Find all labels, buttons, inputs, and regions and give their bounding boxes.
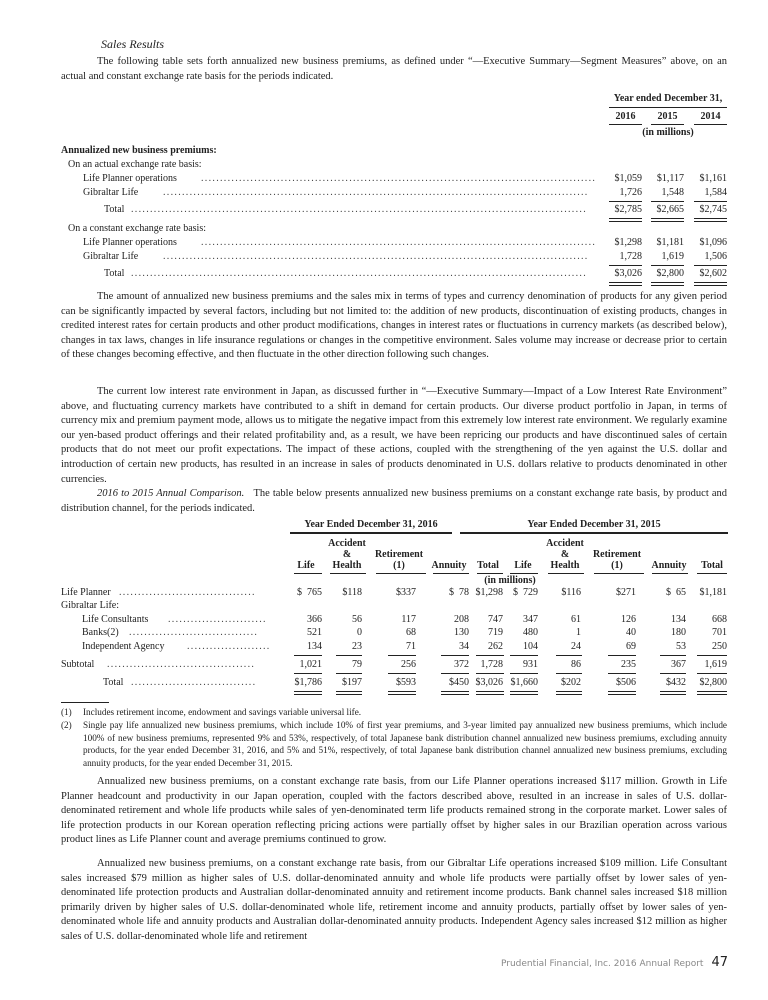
- t1-heading: Annualized new business premiums:: [61, 145, 217, 156]
- t2-col-ah: Accident & Health: [328, 538, 366, 571]
- t2-group-2015: Year Ended December 31, 2015: [527, 519, 661, 530]
- t1-actual-label: On an actual exchange rate basis:: [68, 159, 202, 170]
- footnote-1: (1) Includes retirement income, endowment and savings variable universal life.: [61, 707, 362, 717]
- table-row: Banks(2) .................................. 521 0 68 130 719 480 1 40 180 701: [82, 627, 727, 638]
- t2-col-annuity-2015: Annuity: [651, 560, 687, 571]
- footnote-2: (2) Single pay life annualized new business premiums, which include 10% of first year premiums, and 3-year limited pay annualized new business premiums, which include 100% of new business premiums, represented 9% and 53%, respectively, of total Japanese bank distribution channel annualized new business premiums, excluding annuity products, for the year ended December 31, 2016, and 5% and 51%, respectively, of total Japanese bank distribution channel annualized new business premiums, excluding annuity products, for the year ended December 31, 2015.: [61, 720, 727, 768]
- paragraph-annual-comparison: 2016 to 2015 Annual Comparison. The table below presents annualized new business premiums on a constant exchange rate basis, by product and distribution channel, for the periods indicated.: [61, 488, 728, 514]
- table-row: Gibraltar Life ................................................................................................................ 1,728 1,619 1,506: [83, 251, 727, 262]
- t2-col-life: Life: [297, 560, 315, 571]
- paragraph-life-planner: Annualized new business premiums, on a constant exchange rate basis, from our Life Planner operations increased $117 million. Growth in Life Planner headcount and productivity in our Japan operation, coupled with the factors described above, resulted in an increase in sales of U.S. dollar-denominated retirement and whole life products while sales of yen-denominated term life products remained strong in the corporate market. Lower sales of life protection products in our Korean operation reflecting pricing actions were partially offset by higher sales in our Brazilian operation across various product lines as Life Planner count and average premiums continued to grow.: [61, 776, 727, 846]
- page-footer: [501, 955, 728, 970]
- t1-units: (in millions): [642, 127, 694, 138]
- footer-text: Prudential Financial, Inc. 2016 Annual Report: [501, 959, 704, 969]
- t2-col-retirement: Retirement (1): [374, 549, 424, 571]
- t2-col-retirement-2015: Retirement (1): [592, 549, 642, 571]
- paragraph-sales-factors: The amount of annualized new business premiums and the sales mix in terms of types and currency denomination of products for any given period can be significantly impacted by several factors, including but not limited to: the addition of new products, discontinuation of existing products, changes in credited interest rates for certain products and other product modifications, changes in interest rates or fluctuations in currency markets (as described below), changes in tax laws, changes in life insurance regulations or changes in the competitive environment. Sales volume may increase or decrease prior to certain of these changes becoming effective, and then fluctuate in the other direction following such changes.: [61, 291, 727, 361]
- table-row: Life Planner operations ........................................................................................................ $1,059 $1,117 $1,161: [83, 173, 727, 184]
- section-title: Sales Results: [101, 37, 164, 51]
- table-row-total: Total ................................. $1,786 $197 $593 $450 $3,026 $1,660 $202 $506 $432 $2,800: [103, 677, 727, 688]
- table-row: Independent Agency ...................... 134 23 71 34 262 104 24 69 53 250: [82, 641, 727, 652]
- table-row-total: Total ........................................................................................................................ $3,026 $2,800 $2,602: [104, 268, 727, 279]
- table-row: Life Consultants .......................... 366 56 117 208 747 347 61 126 134 668: [82, 614, 727, 625]
- footnote-divider: [61, 702, 109, 703]
- table-row: Gibraltar Life ................................................................................................................ 1,726 1,548 1,584: [83, 187, 727, 198]
- table-row: Life Planner operations ........................................................................................................ $1,298 $1,181 $1,096: [83, 237, 727, 248]
- t2-col-total: Total: [477, 560, 499, 571]
- page-number: 47: [711, 955, 728, 970]
- t2-col-ah-2015: Accident & Health: [546, 538, 584, 571]
- paragraph-japan-environment: The current low interest rate environment in Japan, as discussed further in “—Executive Summary—Impact of a Low Interest Rate Environment” above, and fluctuating currency markets have contributed to a shift in demand for certain products. Our diverse product portfolio in Japan, in terms of currency mix and premium payment mode, allows us to mitigate the negative impact from this extremely low interest rate environment. We regularly examine our yen-based product offerings and their related profitability and, as a result, we have been repricing our products and have discontinued sales of certain products that do not meet our profit expectations. The impact of these actions, coupled with the strengthening of the yen against the U.S. dollar and introduction of certain new products, has resulted in an increase in sales of products denominated in U.S. dollars relative to products denominated in other currencies.: [61, 386, 727, 485]
- t1-year-2015: 2015: [657, 111, 678, 122]
- intro-paragraph: [61, 55, 727, 84]
- paragraph-gibraltar-life: Annualized new business premiums, on a constant exchange rate basis, from our Gibraltar Life operations increased $109 million. Life Consultant sales increased $79 million as higher sales of U.S. dollar-denominated annuity and whole life products were partially offset by lower sales of yen-denominated life protection products and Australian dollar-denominated annuity and retirement income products. Bank channel sales increased $18 million primarily driven by higher sales of U.S. dollar-denominated whole life, retirement income and annuity products, partially offset by lower sales of yen-denominated whole life and annuity products and Australian dollar-denominated annuity products. Independent Agency sales increased $12 million as higher sales of U.S. dollar-denominated whole life and retirement: [61, 858, 727, 942]
- t1-year-2014: 2014: [700, 111, 721, 122]
- t1-constant-label: On a constant exchange rate basis:: [68, 223, 207, 234]
- table-row-subtotal: Subtotal ....................................... 1,021 79 256 372 1,728 931 86 235 367 1,619: [61, 659, 727, 670]
- intro-text: The following table sets forth annualized new business premiums, as defined under “—Executive Summary—Segment Measures” above, on an actual and constant exchange rate basis for the periods indicated.: [61, 56, 727, 82]
- t2-col-total-2015: Total: [701, 560, 723, 571]
- t2-col-annuity: Annuity: [431, 560, 467, 571]
- t1-period-header: Year ended December 31,: [613, 93, 723, 104]
- t2-units: (in millions): [484, 575, 536, 586]
- t2-group-2016: Year Ended December 31, 2016: [304, 519, 438, 530]
- t1-year-2016: 2016: [615, 111, 636, 122]
- t2-col-life-2015: Life: [514, 560, 532, 571]
- table-row-total: Total ........................................................................................................................ $2,785 $2,665 $2,745: [104, 204, 727, 215]
- table-row: Life Planner .................................... $ 765 $118 $337 $ 78 $1,298 $ 729 $116 $271 $ 65 $1,181: [61, 587, 727, 598]
- table-row-group: Gibraltar Life:: [61, 600, 120, 611]
